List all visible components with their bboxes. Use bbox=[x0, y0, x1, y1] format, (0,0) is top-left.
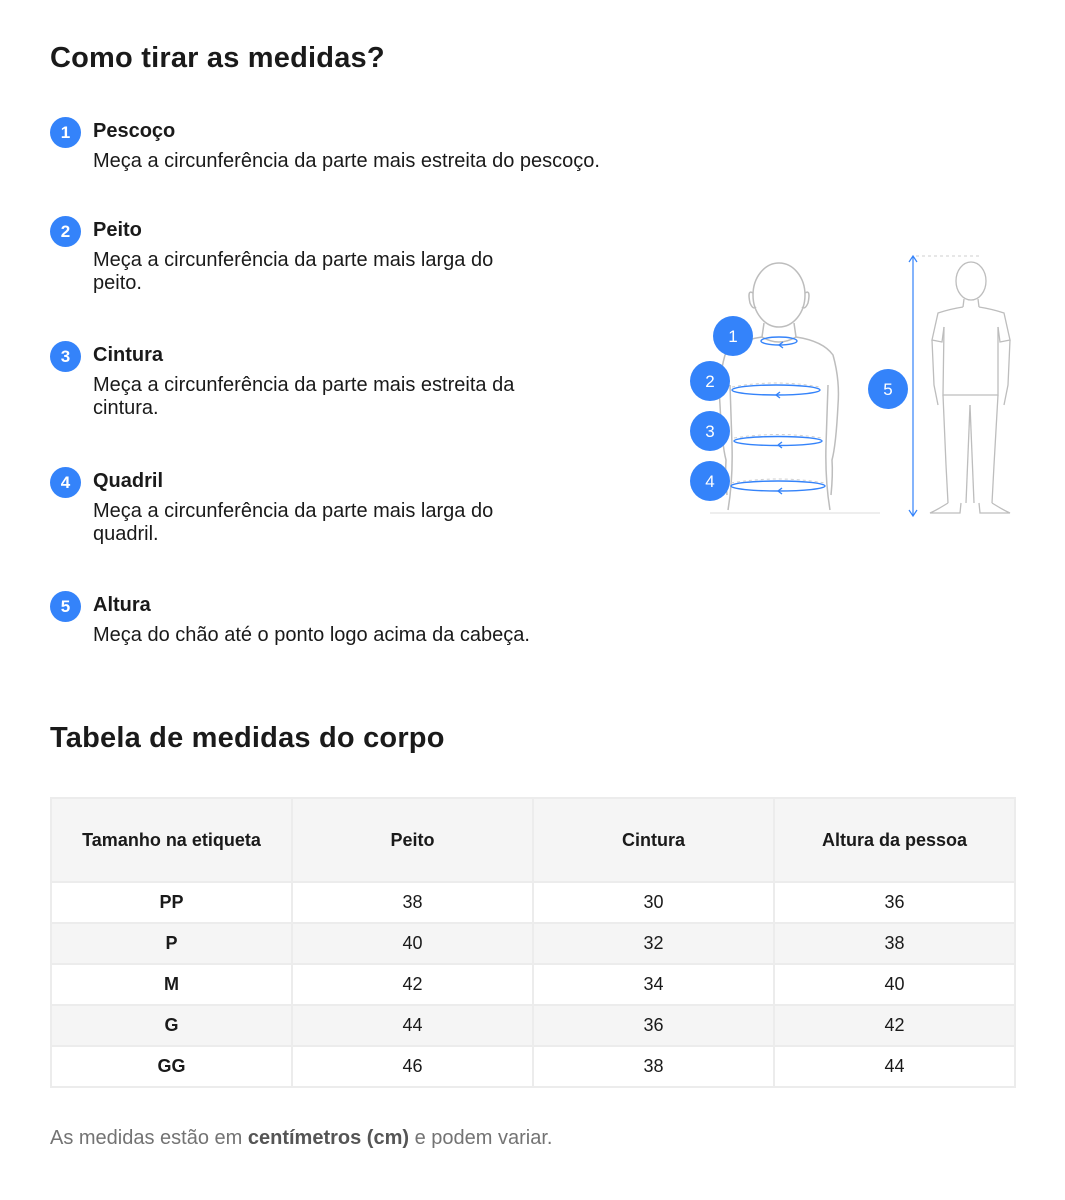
svg-text:2: 2 bbox=[705, 372, 715, 391]
measurement-tapes bbox=[731, 337, 825, 494]
table-row bbox=[51, 964, 1015, 1005]
chest-cell: 40 bbox=[292, 923, 533, 964]
table-header-row bbox=[51, 798, 1015, 882]
step-number-badge: 2 bbox=[50, 216, 81, 247]
bust-figure bbox=[720, 263, 839, 510]
marker-4 bbox=[690, 461, 730, 501]
waist-cell: 38 bbox=[533, 1046, 774, 1087]
step-number-badge: 1 bbox=[50, 117, 81, 148]
step-height bbox=[50, 591, 670, 651]
marker-2 bbox=[690, 361, 730, 401]
step-description: Meça do chão até o ponto logo acima da cabeça. bbox=[93, 624, 530, 646]
step-description: Meça a circunferência da parte mais larga do peito. bbox=[93, 249, 494, 294]
height-arrow bbox=[909, 256, 917, 516]
chest-cell: 38 bbox=[292, 882, 533, 923]
step-hip bbox=[50, 467, 670, 547]
step-title: Quadril bbox=[93, 470, 164, 492]
marker-1 bbox=[713, 316, 753, 356]
step-neck bbox=[50, 117, 670, 177]
height-cell: 42 bbox=[774, 1005, 1015, 1046]
step-number-badge: 5 bbox=[50, 591, 81, 622]
size-cell: M bbox=[51, 964, 292, 1005]
table-row bbox=[51, 923, 1015, 964]
marker-5 bbox=[868, 369, 908, 409]
waist-cell: 32 bbox=[533, 923, 774, 964]
step-number-badge: 3 bbox=[50, 341, 81, 372]
table-row bbox=[51, 882, 1015, 923]
waist-cell: 36 bbox=[533, 1005, 774, 1046]
step-waist bbox=[50, 341, 670, 421]
height-cell: 36 bbox=[774, 882, 1015, 923]
note-suffix: e podem variar. bbox=[409, 1127, 553, 1149]
size-cell: GG bbox=[51, 1046, 292, 1087]
svg-text:4: 4 bbox=[705, 472, 715, 491]
full-body-figure bbox=[930, 262, 1010, 513]
svg-text:3: 3 bbox=[705, 422, 715, 441]
height-cell: 44 bbox=[774, 1046, 1015, 1087]
column-header-waist: Cintura bbox=[533, 798, 774, 882]
waist-cell: 30 bbox=[533, 882, 774, 923]
marker-3 bbox=[690, 411, 730, 451]
step-title: Pescoço bbox=[93, 120, 176, 142]
height-cell: 38 bbox=[774, 923, 1015, 964]
size-cell: G bbox=[51, 1005, 292, 1046]
height-cell: 40 bbox=[774, 964, 1015, 1005]
units-note bbox=[50, 1127, 552, 1150]
step-description: Meça a circunferência da parte mais estreita da cintura. bbox=[93, 374, 515, 419]
body-measurement-illustration bbox=[680, 245, 1025, 530]
svg-text:1: 1 bbox=[728, 327, 738, 346]
step-number-badge: 4 bbox=[50, 467, 81, 498]
table-row bbox=[51, 1005, 1015, 1046]
svg-text:5: 5 bbox=[883, 380, 893, 399]
size-cell: P bbox=[51, 923, 292, 964]
chest-cell: 42 bbox=[292, 964, 533, 1005]
column-header-size-label: Tamanho na etiqueta bbox=[51, 798, 292, 882]
step-chest bbox=[50, 216, 670, 296]
column-header-chest: Peito bbox=[292, 798, 533, 882]
table-row bbox=[51, 1046, 1015, 1087]
step-title: Altura bbox=[93, 594, 151, 616]
size-table bbox=[50, 797, 1016, 1088]
size-cell: PP bbox=[51, 882, 292, 923]
step-description: Meça a circunferência da parte mais larga do quadril. bbox=[93, 500, 494, 545]
size-table-title: Tabela de medidas do corpo bbox=[50, 722, 445, 754]
step-title: Peito bbox=[93, 219, 142, 241]
page-title: Como tirar as medidas? bbox=[50, 42, 385, 74]
waist-cell: 34 bbox=[533, 964, 774, 1005]
step-description: Meça a circunferência da parte mais estreita do pescoço. bbox=[93, 150, 600, 172]
note-unit: centímetros (cm) bbox=[247, 1127, 410, 1149]
step-title: Cintura bbox=[93, 344, 163, 366]
chest-cell: 44 bbox=[292, 1005, 533, 1046]
chest-cell: 46 bbox=[292, 1046, 533, 1087]
note-prefix: As medidas estão em bbox=[50, 1127, 248, 1149]
column-header-height: Altura da pessoa bbox=[774, 798, 1015, 882]
